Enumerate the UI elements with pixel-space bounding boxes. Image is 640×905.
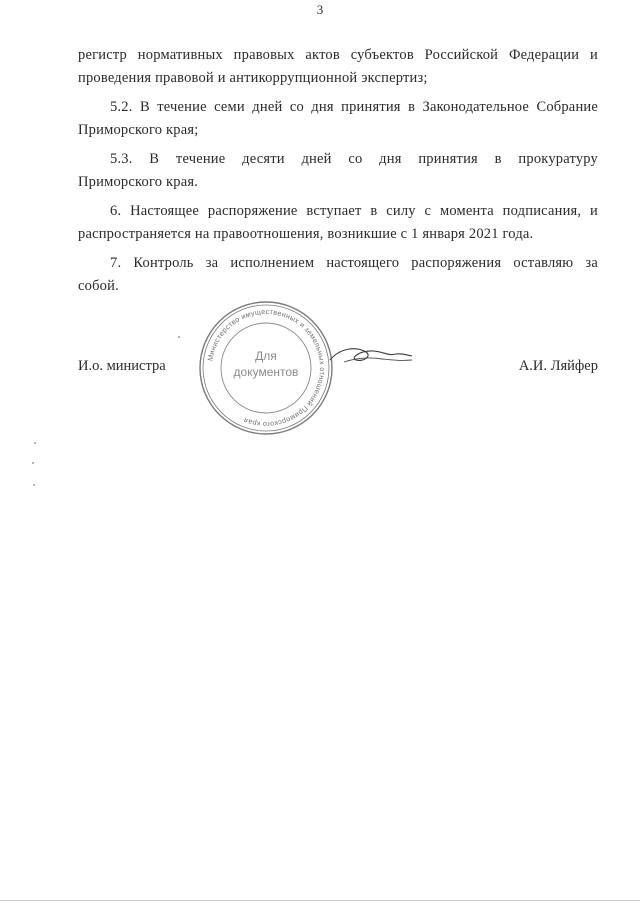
handwritten-signature xyxy=(326,342,416,372)
paragraph-line: Приморского края; xyxy=(78,122,199,138)
paragraph-line: распространяется на правоотношения, возникшие с 1 января 2021 года. xyxy=(78,226,534,242)
document-body xyxy=(78,44,598,298)
paragraph-line: проведения правовой и антикоррупционной экспертиз; xyxy=(78,70,428,86)
paragraph-line: Приморского края. xyxy=(78,174,199,190)
paragraph-registry xyxy=(78,44,598,67)
signatory-name: А.И. Ляйфер xyxy=(518,358,598,374)
paragraph-5-2 xyxy=(78,96,598,119)
scan-speck xyxy=(34,442,36,444)
paragraph-line: 5.2. В течение семи дней со дня принятия в Законодательное Собрание xyxy=(110,99,598,115)
paragraph-line: регистр нормативных правовых актов субъектов Российской Федерации и xyxy=(78,47,598,63)
page-bottom-edge xyxy=(0,900,640,901)
scan-speck xyxy=(178,336,180,338)
scan-speck xyxy=(32,462,34,464)
stamp-ring-text: Министерство имущественных и земельных отношений Приморского края xyxy=(205,306,328,430)
stamp-center-text: Для xyxy=(255,349,277,363)
paragraph-5-3 xyxy=(78,148,598,171)
scan-speck xyxy=(33,484,35,486)
stamp-center-text: документов xyxy=(233,365,299,379)
paragraph-7 xyxy=(78,252,598,275)
page-number: 3 xyxy=(316,2,324,17)
paragraph-line: 6. Настоящее распоряжение вступает в силу с момента подписания, и xyxy=(110,203,598,219)
signatory-title: И.о. министра xyxy=(78,358,166,374)
paragraph-line: 7. Контроль за исполнением настоящего распоряжения оставляю за xyxy=(110,255,598,271)
paragraph-line: 5.3. В течение десяти дней со дня принятия в прокуратуру xyxy=(110,151,598,167)
paragraph-6 xyxy=(78,200,598,223)
paragraph-line: собой. xyxy=(78,278,119,294)
official-stamp xyxy=(196,298,336,438)
